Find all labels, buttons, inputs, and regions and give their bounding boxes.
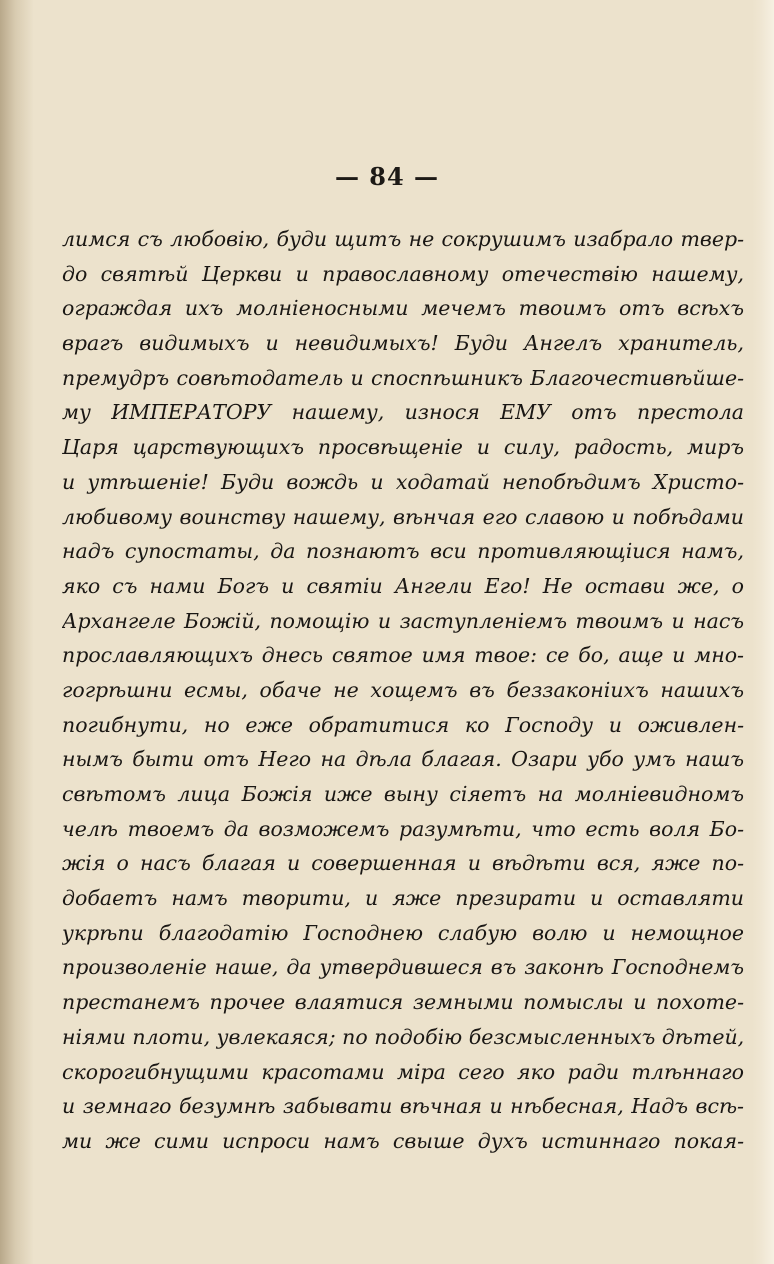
text-line: врагъ видимыхъ и невидимыхъ! Буди Ангелъ хранитель, [62,331,744,356]
page-number: — 84 — [334,162,440,191]
text-line: погибнути, но еже обратитися ко Господу и оживлен- [62,712,744,737]
text-line: укрѣпи благодатію Господнею слабую волю и немощное [62,920,744,945]
text-line: ніями плоти, увлекаяся; по подобію безсмысленныхъ дѣтей, [62,1024,744,1049]
text-line: му ИМПЕРАТОРУ нашему, износя ЕМУ отъ престола [62,400,744,425]
text-line: до святѣй Церкви и православному отечествію нашему, [62,261,744,286]
text-line: Царя царствующихъ просвѣщеніе и силу, радость, миръ [62,435,744,460]
text-line: и земнаго безумнѣ забывати вѣчная и нѣбесная, Надъ всѣ- [62,1094,744,1119]
text-line: Архангеле Божій, помощію и заступленіемъ твоимъ и насъ [62,608,744,633]
text-line: свѣтомъ лица Божія иже выну сіяетъ на молніевидномъ [62,782,744,806]
text-line: жія о насъ благая и совершенная и вѣдѣти вся, яже по- [62,851,744,876]
text-line: скорогибнущими красотами міра сего яко ради тлѣннаго [62,1059,744,1084]
text-line: гогрѣшни есмы, обаче не хощемъ въ беззаконіихъ нашихъ [62,677,744,702]
text-line: любивому воинству нашему, вѣнчая его славою и побѣдами [62,504,744,529]
body-text [62,222,744,1159]
text-line: и утѣшеніе! Буди вождь и ходатай непобѣдимъ Христо- [62,469,744,494]
text-line: произволеніе наше, да утвердившеся въ законѣ Господнемъ [62,955,744,980]
text-line: надъ супостаты, да познаютъ вси противляющіися намъ, [62,539,744,564]
text-line: ми же сими испроси намъ свыше духъ истиннаго покая- [62,1128,744,1153]
text-line: добаетъ намъ творити, и яже презирати и оставляти [62,886,744,911]
text-line: яко съ нами Богъ и святіи Ангели Его! Не остави же, о [62,573,744,598]
text-line: челѣ твоемъ да возможемъ разумѣти, что есть воля Бо- [62,816,744,841]
text-line: прославляющихъ днесь святое имя твое: се бо, аще и мно- [62,643,744,668]
text-line: нымъ быти отъ Него на дѣла благая. Озари убо умъ нашъ [62,747,744,772]
text-line: ограждая ихъ молніеносными мечемъ твоимъ отъ всѣхъ [62,296,744,321]
text-line: премудръ совѣтодатель и споспѣшникъ Благочестивѣйше- [62,365,744,390]
text-line: престанемъ прочее влаятися земными помыслы и похоте- [62,990,744,1015]
text-line: лимся съ любовію, буди щитъ не сокрушимъ изабрало твер- [62,227,744,251]
